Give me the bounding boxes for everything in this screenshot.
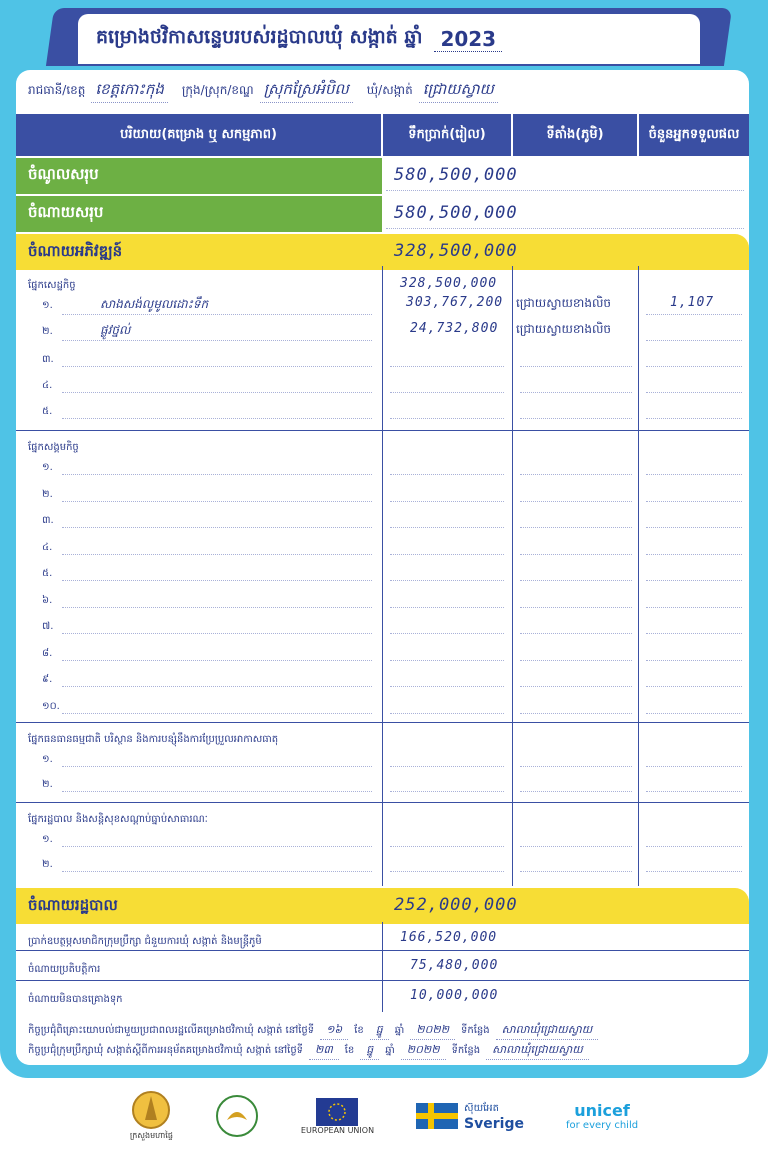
commune-label: ឃុំ/សង្កាត់: [366, 83, 413, 97]
page-title: គម្រោងថវិកាសន្ទេបរបស់រដ្ឋបាលឃុំ សង្កាត់ ឆ្នាំ: [96, 26, 423, 48]
social-item-no: ៥.: [42, 568, 53, 579]
security-item-no: ១.: [42, 834, 53, 845]
expense-total-value: 580,500,000: [394, 203, 518, 223]
sweden-logo: ស៊ុយអែត Sverige: [416, 1101, 524, 1132]
admin-row-label: ចំណាយមិនបានគ្រោងទុក: [28, 994, 123, 1005]
economic-item-no: ១.: [42, 300, 53, 311]
title-box: [78, 14, 700, 64]
social-item-no: ៦.: [42, 594, 53, 606]
social-item-no: ២.: [42, 488, 53, 500]
sweden-flag-icon: [416, 1103, 458, 1129]
economic-item-name: សាងសង់លូមូលដោះទឹក: [100, 297, 209, 311]
social-item-no: ១០.: [42, 700, 60, 712]
economic-item-location: ជ្រោយស្វាយខាងលិច: [516, 322, 611, 336]
development-band: [16, 234, 749, 270]
economic-section-title: ផ្នែកសេដ្ឋកិច្ច: [28, 280, 76, 291]
approval-place: សាលាឃុំជ្រោយស្វាយ: [486, 1043, 589, 1060]
ncdd-emblem-icon: [215, 1094, 259, 1138]
province-value: ខេត្តកោះកុង: [91, 80, 167, 103]
social-item-no: ៩.: [42, 674, 53, 685]
budget-sheet: [16, 70, 749, 1065]
admin-row-label: ប្រាក់ឧបត្ថម្ភសមាជិកក្រុមប្រឹក្សា ជំនួយការឃុំ សង្កាត់ និងមន្ត្រីភូមិ: [28, 936, 262, 947]
col-header-amount: ទឹកប្រាក់(រៀល): [383, 114, 511, 156]
administration-label: ចំណាយរដ្ឋបាល: [28, 896, 118, 914]
development-label: ចំណាយអភិវឌ្ឍន៍: [28, 242, 123, 260]
district-value: ស្រុកស្រែអំបិល: [260, 80, 353, 103]
admin-row-label: ចំណាយប្រតិបត្តិការ: [28, 964, 101, 975]
economic-item-amount: 303,767,200: [406, 295, 504, 310]
social-item-no: ៨.: [42, 647, 53, 659]
economic-item-no: ២.: [42, 326, 53, 337]
admin-row-value: 166,520,000: [400, 930, 498, 945]
eu-flag-icon: [316, 1098, 358, 1126]
social-item-no: ៤.: [42, 541, 53, 553]
consultation-place: សាលាឃុំជ្រោយស្វាយ: [496, 1023, 599, 1040]
consultation-day: ១៦: [320, 1023, 348, 1040]
development-value: 328,500,000: [394, 241, 518, 261]
ncdd-logo: [215, 1094, 259, 1138]
economic-item-name: ផ្លូវថ្នល់: [100, 323, 131, 337]
location-row: [16, 70, 749, 112]
economic-item-location: ជ្រោយស្វាយខាងលិច: [516, 296, 611, 310]
col-header-description: បរិយាយ(គម្រោង ឬ សកម្មភាព): [16, 114, 381, 156]
unicef-logo: unicef for every child: [565, 1101, 639, 1131]
income-total-label: ចំណូលសរុប: [16, 158, 382, 194]
economic-item-no: ៣.: [42, 354, 54, 365]
meeting-footer: [16, 1015, 749, 1065]
social-item-no: ៣.: [42, 515, 54, 526]
col-header-beneficiaries: ចំនួនអ្នកទទួលផល: [639, 114, 749, 156]
security-section-title: ផ្នែករដ្ឋបាល និងសន្តិសុខសណ្តាប់ធ្នាប់សាធារណៈ: [28, 814, 208, 825]
province-label: រាជធានី/ខេត្ត: [28, 83, 86, 97]
consultation-meeting-line: កិច្ចប្រជុំពិគ្រោះយោបល់ជាមួយប្រជាពលរដ្ឋលើគម្រោងថវិកាឃុំ សង្កាត់ នៅថ្ងៃទី ១៦ ខែ ធ្នូ ឆ្នាំ ២០២២ ទីកន្លែង សាលាឃុំជ្រោយស្វាយ: [28, 1023, 598, 1040]
ministry-emblem-icon: [131, 1090, 171, 1130]
eu-logo: EUROPEAN UNION: [301, 1098, 374, 1135]
security-item-no: ២.: [42, 859, 53, 870]
approval-meeting-line: កិច្ចប្រជុំក្រុមប្រឹក្សាឃុំ សង្កាត់ស្តីពីការអនុម័តគម្រោងថវិកាឃុំ សង្កាត់ នៅថ្ងៃទី ២៣ ខែ ធ្នូ ឆ្នាំ ២០២២ ទីកន្លែង សាលាឃុំជ្រោយស្វាយ: [28, 1043, 589, 1060]
page-year: 2023: [434, 27, 502, 52]
approval-day: ២៣: [309, 1043, 339, 1060]
administration-band: [16, 888, 749, 924]
expense-total-label: ចំណាយសរុប: [16, 196, 382, 232]
economic-item-no: ៥.: [42, 406, 53, 417]
partner-logos: [0, 1080, 768, 1152]
economic-item-no: ៤.: [42, 380, 53, 391]
economic-item-beneficiaries: 1,107: [670, 295, 715, 310]
social-section-title: ផ្នែកសង្គមកិច្ច: [28, 442, 79, 453]
col-header-location: ទីតាំង(ភូមិ): [513, 114, 637, 156]
social-item-no: ៧.: [42, 621, 54, 632]
admin-row-value: 10,000,000: [410, 988, 499, 1003]
environment-item-no: ១.: [42, 754, 53, 765]
district-label: ក្រុង/ស្រុក/ខណ្ឌ: [181, 83, 254, 97]
income-total-value: 580,500,000: [394, 165, 518, 185]
administration-value: 252,000,000: [394, 895, 518, 915]
environment-section-title: ផ្នែកធនធានធម្មជាតិ បរិស្ថាន និងការបន្សុំនឹងការប្រែប្រួលអាកាសធាតុ: [28, 734, 279, 745]
economic-subtotal: 328,500,000: [400, 276, 498, 291]
economic-item-amount: 24,732,800: [410, 321, 499, 336]
commune-value: ជ្រោយស្វាយ: [419, 80, 498, 103]
social-item-no: ១.: [42, 462, 53, 473]
environment-item-no: ២.: [42, 779, 53, 790]
ministry-logo: ក្រសួងមហាផ្ទៃ: [130, 1090, 173, 1142]
admin-row-value: 75,480,000: [410, 958, 499, 973]
